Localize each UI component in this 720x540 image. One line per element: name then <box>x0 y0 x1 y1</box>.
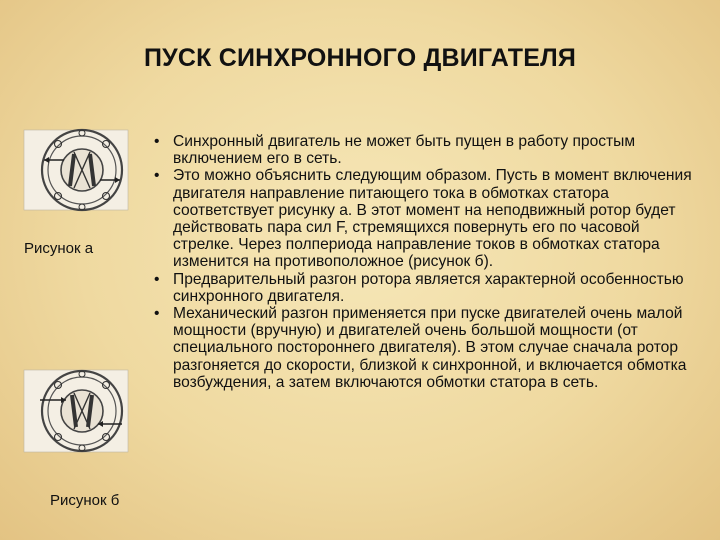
bullet-text: Синхронный двигатель не может быть пущен в работу простым включением его в сеть. <box>173 133 636 168</box>
bullet-dot: • <box>154 305 160 323</box>
bullet-text: Это можно объяснить следующим образом. Пусть в момент включения двигателя направление питающего тока в обмотках статора соответствует рисунку а. В этот момент на неподвижный ротор будет действовать пара сил F, стремящихся повернуть его по часовой стрелке. Через полпериода направление токов в обмотках статора изменится на противоположное (рисунок б). <box>173 167 692 271</box>
motor-diagram-b-svg <box>22 366 132 456</box>
slide-title: ПУСК СИНХРОННОГО ДВИГАТЕЛЯ <box>143 44 576 72</box>
bullet-text: Механический разгон применяется при пуске двигателей очень малой мощности (вручную) и двигателей очень большой мощности (от специального постороннего двигателя). В этом случае сначала ротор разгоняется до скорости, близкой к синхронной, и включается обмотка возбуждения, а затем включаются обмотки статора в сеть. <box>173 305 687 391</box>
figure-b-motor-diagram <box>22 366 132 456</box>
bullet-dot: • <box>154 133 160 150</box>
bullet-dot: • <box>154 270 160 288</box>
figure-a-motor-diagram <box>22 124 132 214</box>
bullet-item <box>150 133 702 167</box>
bullet-list <box>150 133 702 391</box>
bullet-item <box>150 167 702 270</box>
bullet-dot: • <box>154 167 160 185</box>
bullet-item <box>150 305 702 391</box>
bullet-text: Предварительный разгон ротора является характерной особенностью синхронного двигателя. <box>173 270 684 305</box>
motor-diagram-a-svg <box>22 124 132 214</box>
figure-a-caption: Рисунок а <box>24 240 94 257</box>
bullet-item <box>150 271 702 305</box>
figure-b-caption: Рисунок б <box>50 492 120 509</box>
